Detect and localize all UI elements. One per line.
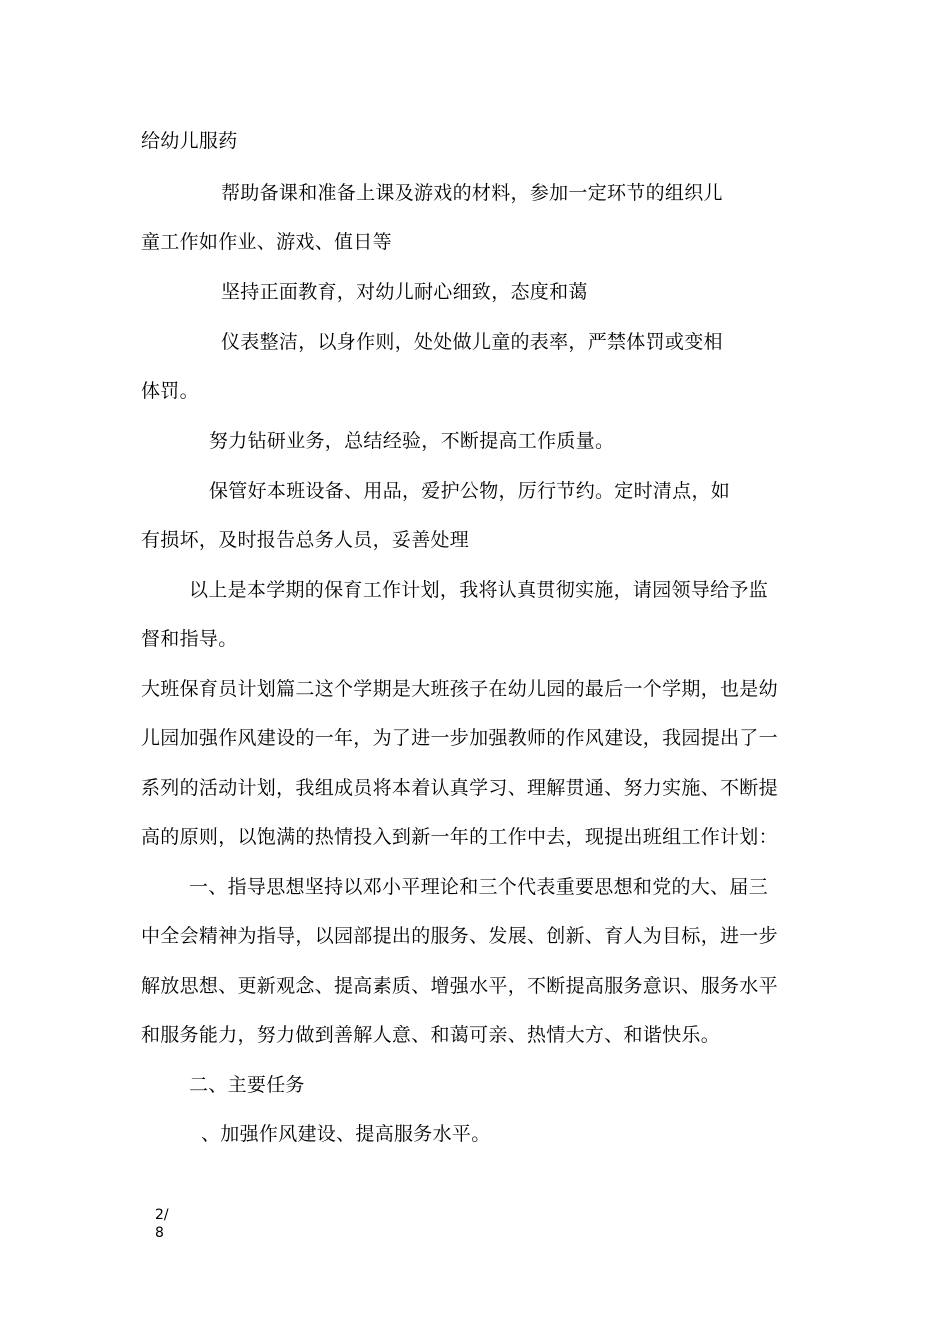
page-number-total: 8 bbox=[155, 1225, 164, 1241]
text-line: 童工作如作业、游戏、值日等 bbox=[141, 231, 392, 253]
text-line: 大班保育员计划篇二这个学期是大班孩子在幼儿园的最后一个学期，也是幼 bbox=[141, 678, 778, 700]
text-line: 以上是本学期的保育工作计划，我将认真贯彻实施，请园领导给予监 bbox=[189, 579, 769, 601]
text-line: 督和指导。 bbox=[141, 628, 238, 650]
text-line: 和服务能力，努力做到善解人意、和蔼可亲、热情大方、和谐快乐。 bbox=[141, 1024, 721, 1046]
text-line: 给幼儿服药 bbox=[141, 130, 238, 152]
text-line: 儿园加强作风建设的一年，为了进一步加强教师的作风建设，我园提出了一 bbox=[141, 727, 778, 749]
text-line: 体罚。 bbox=[141, 380, 199, 402]
text-line: 坚持正面教育，对幼儿耐心细致，态度和蔼 bbox=[221, 281, 588, 303]
text-line: 保管好本班设备、用品，爱护公物，厉行节约。定时清点，如 bbox=[209, 480, 731, 502]
text-line: 二、主要任务 bbox=[189, 1074, 305, 1096]
text-line: 高的原则，以饱满的热情投入到新一年的工作中去，现提出班组工作计划： bbox=[141, 826, 778, 848]
text-line: 系列的活动计划，我组成员将本着认真学习、理解贯通、努力实施、不断提 bbox=[141, 777, 778, 799]
text-line: 努力钻研业务，总结经验，不断提高工作质量。 bbox=[209, 430, 615, 452]
text-line: 解放思想、更新观念、提高素质、增强水平，不断提高服务意识、服务水平 bbox=[141, 975, 778, 997]
text-line: 帮助备课和准备上课及游戏的材料，参加一定环节的组织儿 bbox=[221, 182, 723, 204]
text-line: 有损坏，及时报告总务人员，妥善处理 bbox=[141, 529, 470, 551]
text-line: 中全会精神为指导，以园部提出的服务、发展、创新、育人为目标，进一步 bbox=[141, 925, 778, 947]
text-line: 、加强作风建设、提高服务水平。 bbox=[201, 1123, 491, 1145]
text-line: 仪表整洁，以身作则，处处做儿童的表率，严禁体罚或变相 bbox=[221, 331, 723, 353]
page-number-current: 2/ bbox=[155, 1207, 169, 1223]
text-line: 一、指导思想坚持以邓小平理论和三个代表重要思想和党的大、届三 bbox=[189, 876, 769, 898]
